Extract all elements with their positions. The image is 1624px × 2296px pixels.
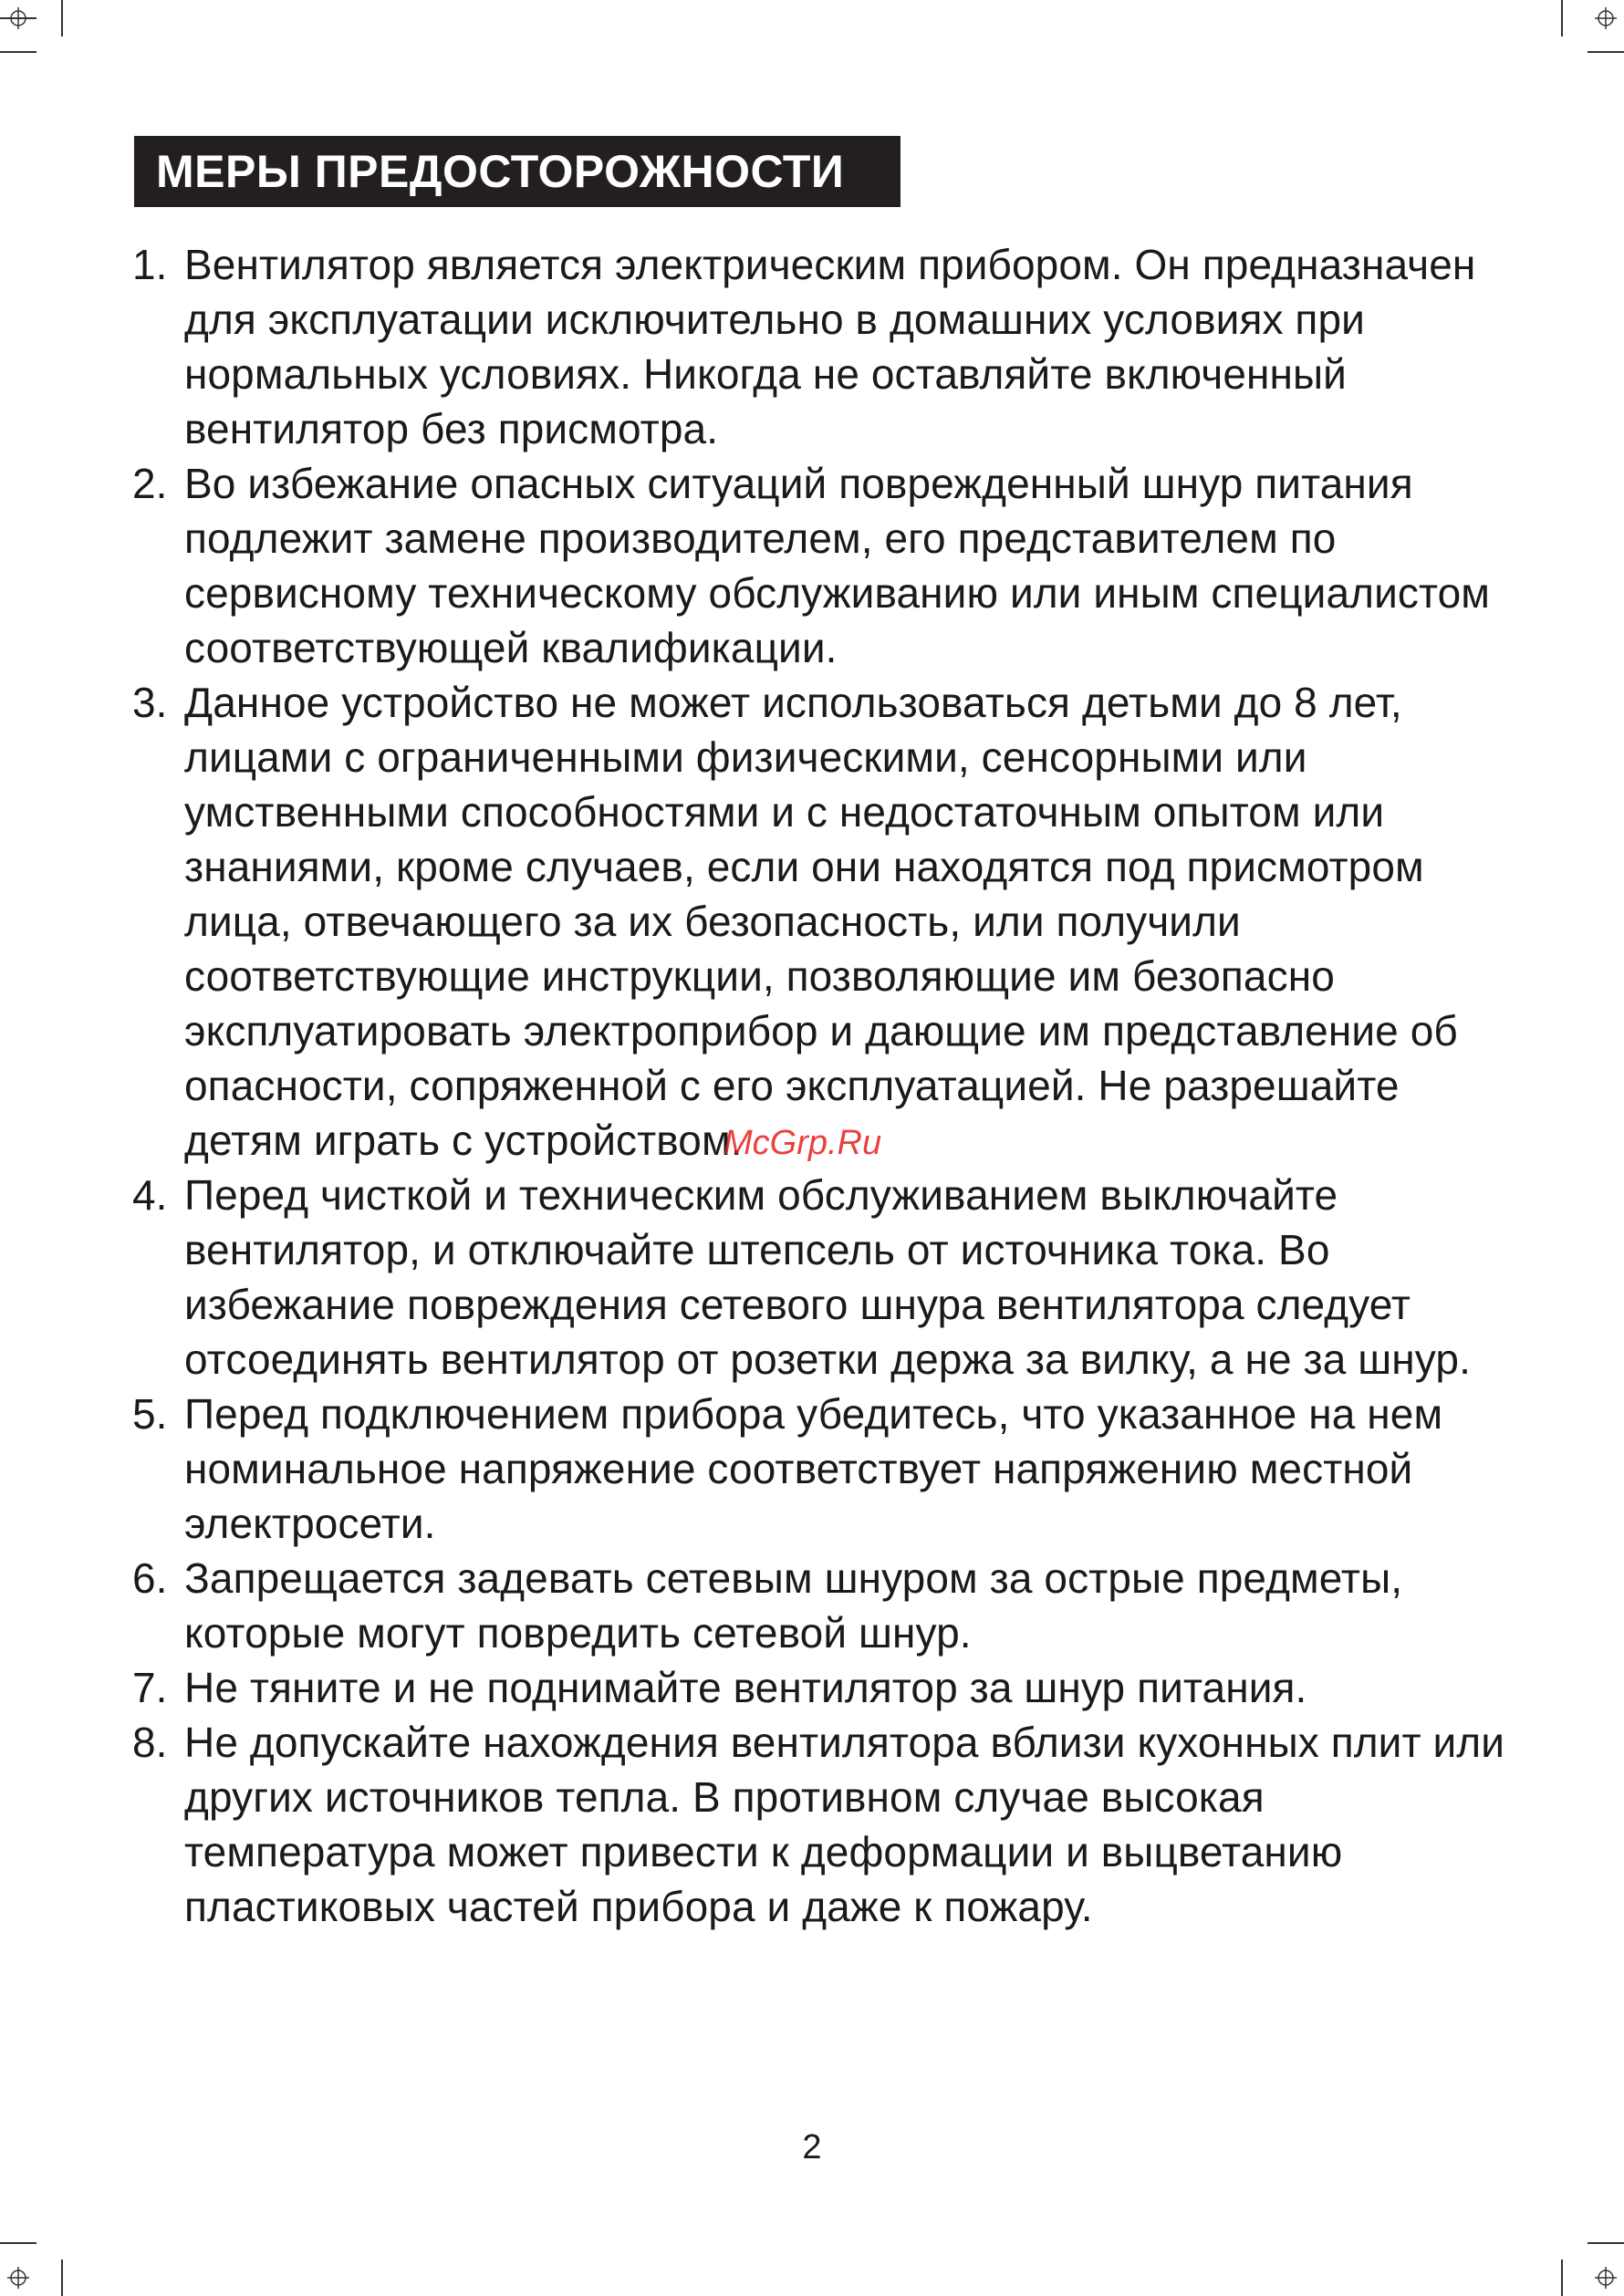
list-item-text: Перед чисткой и техническим обслуживанием выключайте вентилятор, и отключайте штепсель от источника тока. Во избежание повреждения сетевого шнура вентилятора следует отсоединять вентилятор от розетки держа за вилку, а не за шнур. [184, 1171, 1471, 1383]
precautions-list [132, 237, 1519, 1934]
crop-mark-bottom-right-icon [1588, 2260, 1624, 2296]
list-item-number: 6. [132, 1554, 168, 1602]
page-number: 2 [802, 2128, 822, 2166]
crop-mark-bottom-right-line-icon [1588, 2241, 1624, 2245]
list-item-text: Перед подключением прибора убедитесь, что указанное на нем номинальное напряжение соответствует напряжению местной электросети. [184, 1390, 1443, 1547]
list-item [132, 237, 1519, 456]
list-item [132, 675, 1519, 1168]
list-item-number: 3. [132, 679, 168, 726]
crop-mark-bottom-left-icon [0, 2260, 36, 2296]
list-item [132, 1715, 1519, 1934]
list-item-text: Вентилятор является электрическим прибором. Он предназначен для эксплуатации исключительно в домашних условиях при нормальных условиях. Никогда не оставляйте включенный вентилятор без присмотра. [184, 241, 1476, 452]
section-heading-text: МЕРЫ ПРЕДОСТОРОЖНОСТИ [156, 146, 845, 197]
list-item-text: Не тяните и не поднимайте вентилятор за шнур питания. [184, 1664, 1307, 1711]
crop-mark-top-right-icon [1588, 0, 1624, 36]
list-item-number: 1. [132, 241, 168, 288]
crop-mark-top-left-vertical-icon [60, 0, 64, 36]
list-item [132, 1551, 1519, 1660]
crop-mark-bottom-left-vertical-icon [60, 2260, 64, 2296]
section-heading [134, 136, 900, 207]
list-item-text: Во избежание опасных ситуаций поврежденный шнур питания подлежит замене производителем, его представителем по сервисному техническому обслуживанию или иным специалистом соответствующей квалификации. [184, 460, 1491, 671]
list-item-number: 7. [132, 1664, 168, 1711]
watermark: McGrp.Ru [724, 1124, 882, 1162]
crop-mark-top-right-line-icon [1588, 50, 1624, 54]
crop-mark-top-right-vertical-icon [1560, 0, 1564, 36]
list-item-text: Не допускайте нахождения вентилятора вблизи кухонных плит или других источников тепла. В противном случае высокая температура может привести к деформации и выцветанию пластиковых частей прибора и даже к пожару. [184, 1719, 1505, 1930]
list-item [132, 1168, 1519, 1387]
list-item [132, 456, 1519, 675]
crop-mark-bottom-left-line-icon [0, 2241, 36, 2245]
list-item-number: 4. [132, 1171, 168, 1219]
list-item-number: 5. [132, 1390, 168, 1438]
crop-mark-top-left-line-icon [0, 50, 36, 54]
list-item-number: 2. [132, 460, 168, 507]
list-item [132, 1660, 1519, 1715]
list-item-text: Запрещается задевать сетевым шнуром за острые предметы, которые могут повредить сетевой шнур. [184, 1554, 1403, 1657]
crop-mark-top-left-icon [0, 0, 55, 55]
list-item-text: Данное устройство не может использоваться детьми до 8 лет, лицами с ограниченными физическими, сенсорными или умственными способностями и с недостаточным опытом или знаниями, кроме случаев, если они находятся под присмотром лица, отвечающего за их безопасность, или получили соответствующие инструкции, позволяющие им безопасно эксплуатировать электроприбор и дающие им представление об опасности, сопряженной с его эксплуатацией. Не разрешайте детям играть с устройством. [184, 679, 1458, 1164]
crop-mark-bottom-right-vertical-icon [1560, 2260, 1564, 2296]
list-item-number: 8. [132, 1719, 168, 1766]
list-item [132, 1387, 1519, 1551]
